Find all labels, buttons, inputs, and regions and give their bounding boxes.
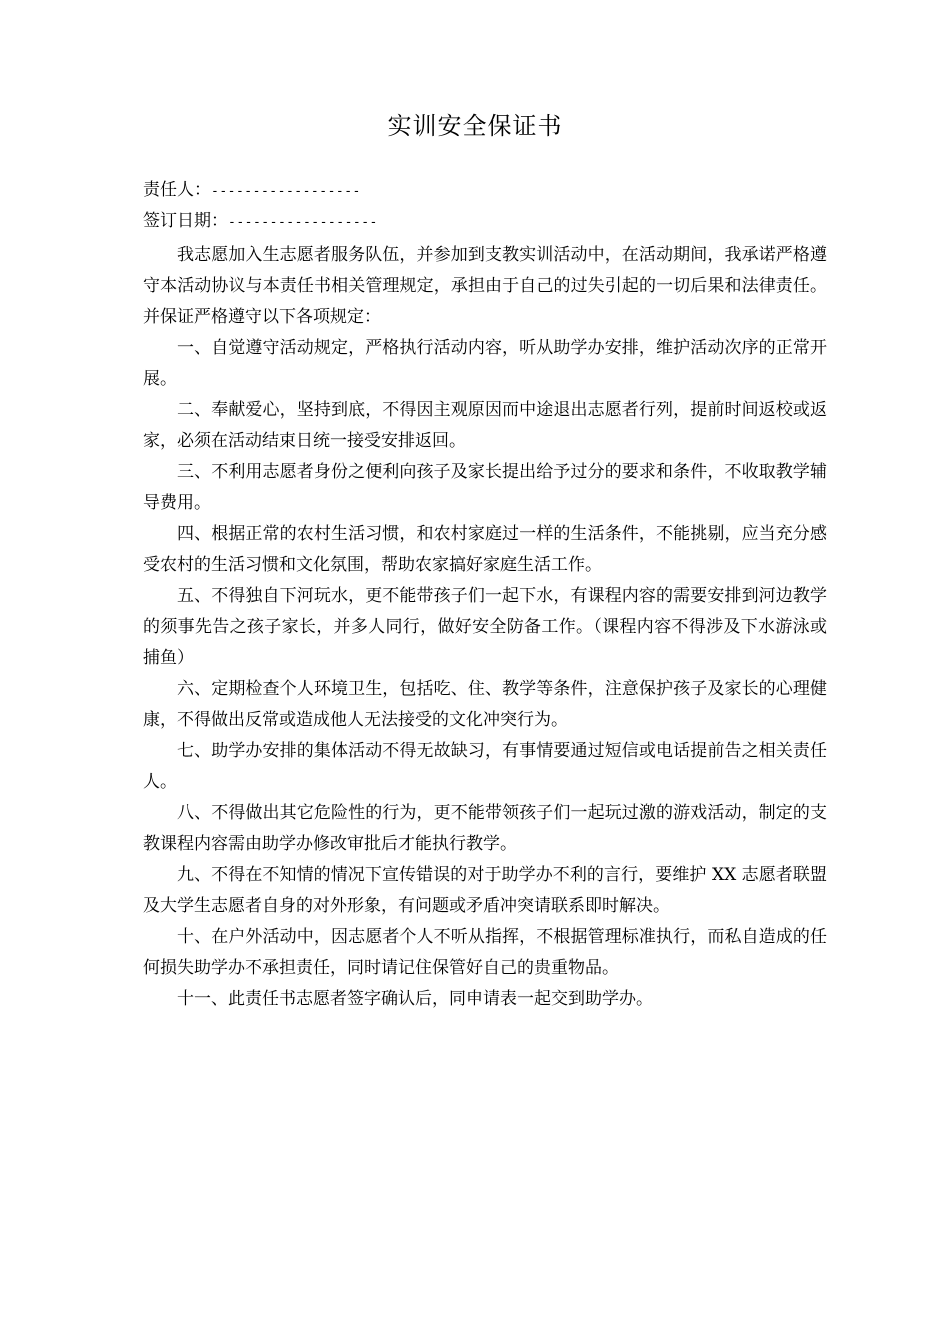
document-title: 实训安全保证书 [387, 112, 563, 140]
rule-paragraph-11: 十一、此责任书志愿者签字确认后，同申请表一起交到助学办。 [177, 989, 653, 1009]
document-body [143, 240, 827, 1015]
rule-paragraph-7: 七、助学办安排的集体活动不得无故缺习，有事情要通过短信或电话提前告之相关责任人。 [143, 741, 827, 792]
rule-paragraph-5: 五、不得独自下河玩水，更不能带孩子们一起下水，有课程内容的需要安排到河边教学的须事先告之孩子家长，并多人同行，做好安全防备工作。（课程内容不得涉及下水游泳或捕鱼） [143, 586, 827, 668]
rule-paragraph-6: 六、定期检查个人环境卫生，包括吃、住、教学等条件，注意保护孩子及家长的心理健康，不得做出反常或造成他人无法接受的文化冲突行为。 [143, 679, 827, 730]
intro-paragraph: 我志愿加入生志愿者服务队伍，并参加到支教实训活动中，在活动期间，我承诺严格遵守本活动协议与本责任书相关管理规定，承担由于自己的过失引起的一切后果和法律责任。并保证严格遵守以下各项规定： [143, 245, 827, 327]
responsible-person-blank: ------------------ [211, 184, 361, 199]
rule-paragraph-9: 九、不得在不知情的情况下宣传错误的对于助学办不利的言行，要维护 XX 志愿者联盟及大学生志愿者自身的对外形象，有问题或矛盾冲突请联系即时解决。 [143, 865, 827, 916]
rule-paragraph-3: 三、不利用志愿者身份之便利向孩子及家长提出给予过分的要求和条件，不收取教学辅导费用。 [143, 462, 827, 513]
rule-paragraph-8: 八、不得做出其它危险性的行为，更不能带领孩子们一起玩过激的游戏活动，制定的支教课程内容需由助学办修改审批后才能执行教学。 [143, 803, 827, 854]
signing-date-blank: ------------------ [228, 215, 378, 230]
rule-paragraph-1: 一、自觉遵守活动规定，严格执行活动内容，听从助学办安排，维护活动次序的正常开展。 [143, 338, 827, 389]
responsible-person-label: 责任人： [143, 180, 211, 200]
signing-date-field [143, 209, 378, 235]
rule-paragraph-4: 四、根据正常的农村生活习惯，和农村家庭过一样的生活条件，不能挑剔，应当充分感受农村的生活习惯和文化氛围，帮助农家搞好家庭生活工作。 [143, 524, 827, 575]
signing-date-label: 签订日期： [143, 211, 228, 231]
responsible-person-field [143, 178, 361, 204]
rule-paragraph-10: 十、在户外活动中，因志愿者个人不听从指挥，不根据管理标准执行，而私自造成的任何损失助学办不承担责任，同时请记住保管好自己的贵重物品。 [143, 927, 827, 978]
rule-paragraph-2: 二、奉献爱心，坚持到底，不得因主观原因而中途退出志愿者行列，提前时间返校或返家，必须在活动结束日统一接受安排返回。 [143, 400, 827, 451]
